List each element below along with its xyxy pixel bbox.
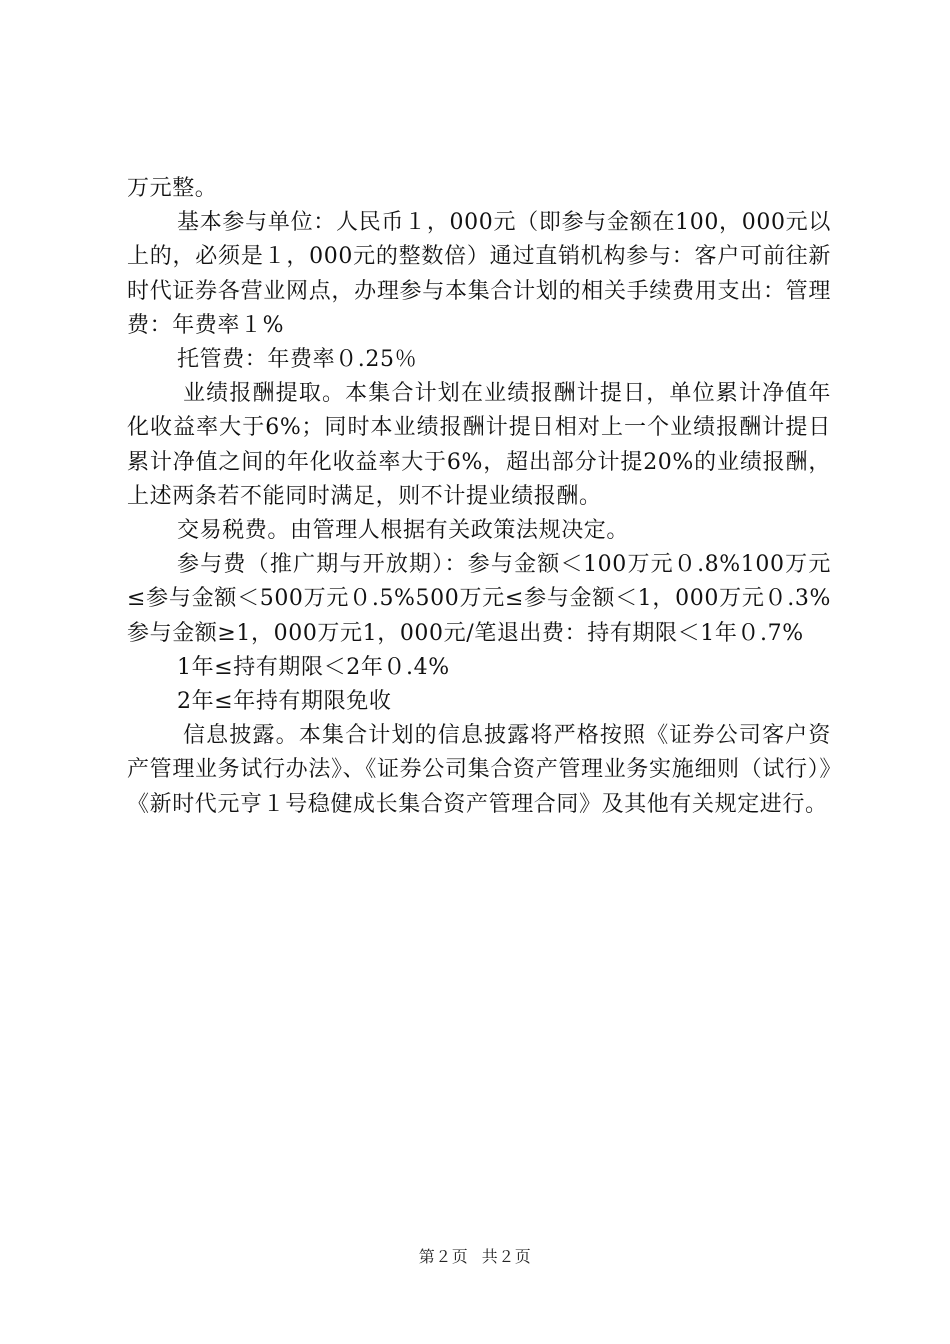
paragraph-redemption-tier-3: 2年≤年持有期限免收 <box>177 689 392 715</box>
page-footer <box>0 1244 950 1267</box>
paragraph-custody-fee: 托管费：年费率０.25％ <box>177 347 418 373</box>
page-number: 第２页 <box>418 1247 469 1266</box>
paragraph-participation-unit: 基本参与单位：人民币１，000元（即参与金额在100，000元以上的，必须是１，000元的整数倍）通过直销机构参与：客户可前往新时代证券各营业网点，办理参与本集合计划的相关手续费用支出：管理费：年费率１% <box>127 210 831 338</box>
page-total: 共２页 <box>481 1247 532 1266</box>
paragraph-subscription-fee: 参与费（推广期与开放期）：参与金额＜100万元０.8%100万元≤参与金额＜500万元０.5%500万元≤参与金额＜1，000万元０.3%参与金额≥1，000万元1，000元/笔退出费：持有期限＜1年０.7% <box>127 552 831 646</box>
paragraph-continuation: 万元整。 <box>127 176 218 201</box>
paragraph-redemption-tier-2: 1年≤持有期限＜2年０.4% <box>177 654 450 680</box>
paragraph-transaction-tax: 交易税费。由管理人根据有关政策法规决定。 <box>177 518 630 544</box>
paragraph-performance-fee: 业绩报酬提取。本集合计划在业绩报酬计提日，单位累计净值年化收益率大于6%；同时本业绩报酬计提日相对上一个业绩报酬计提日累计净值之间的年化收益率大于6%，超出部分计提20%的业绩报酬，上述两条若不能同时满足，则不计提业绩报酬。 <box>127 381 831 509</box>
document-body <box>127 172 831 822</box>
paragraph-disclosure: 信息披露。本集合计划的信息披露将严格按照《证券公司客户资产管理业务试行办法》、《证券公司集合资产管理业务实施细则（试行）》《新时代元亨１号稳健成长集合资产管理合同》及其他有关规定进行。 <box>127 723 831 817</box>
